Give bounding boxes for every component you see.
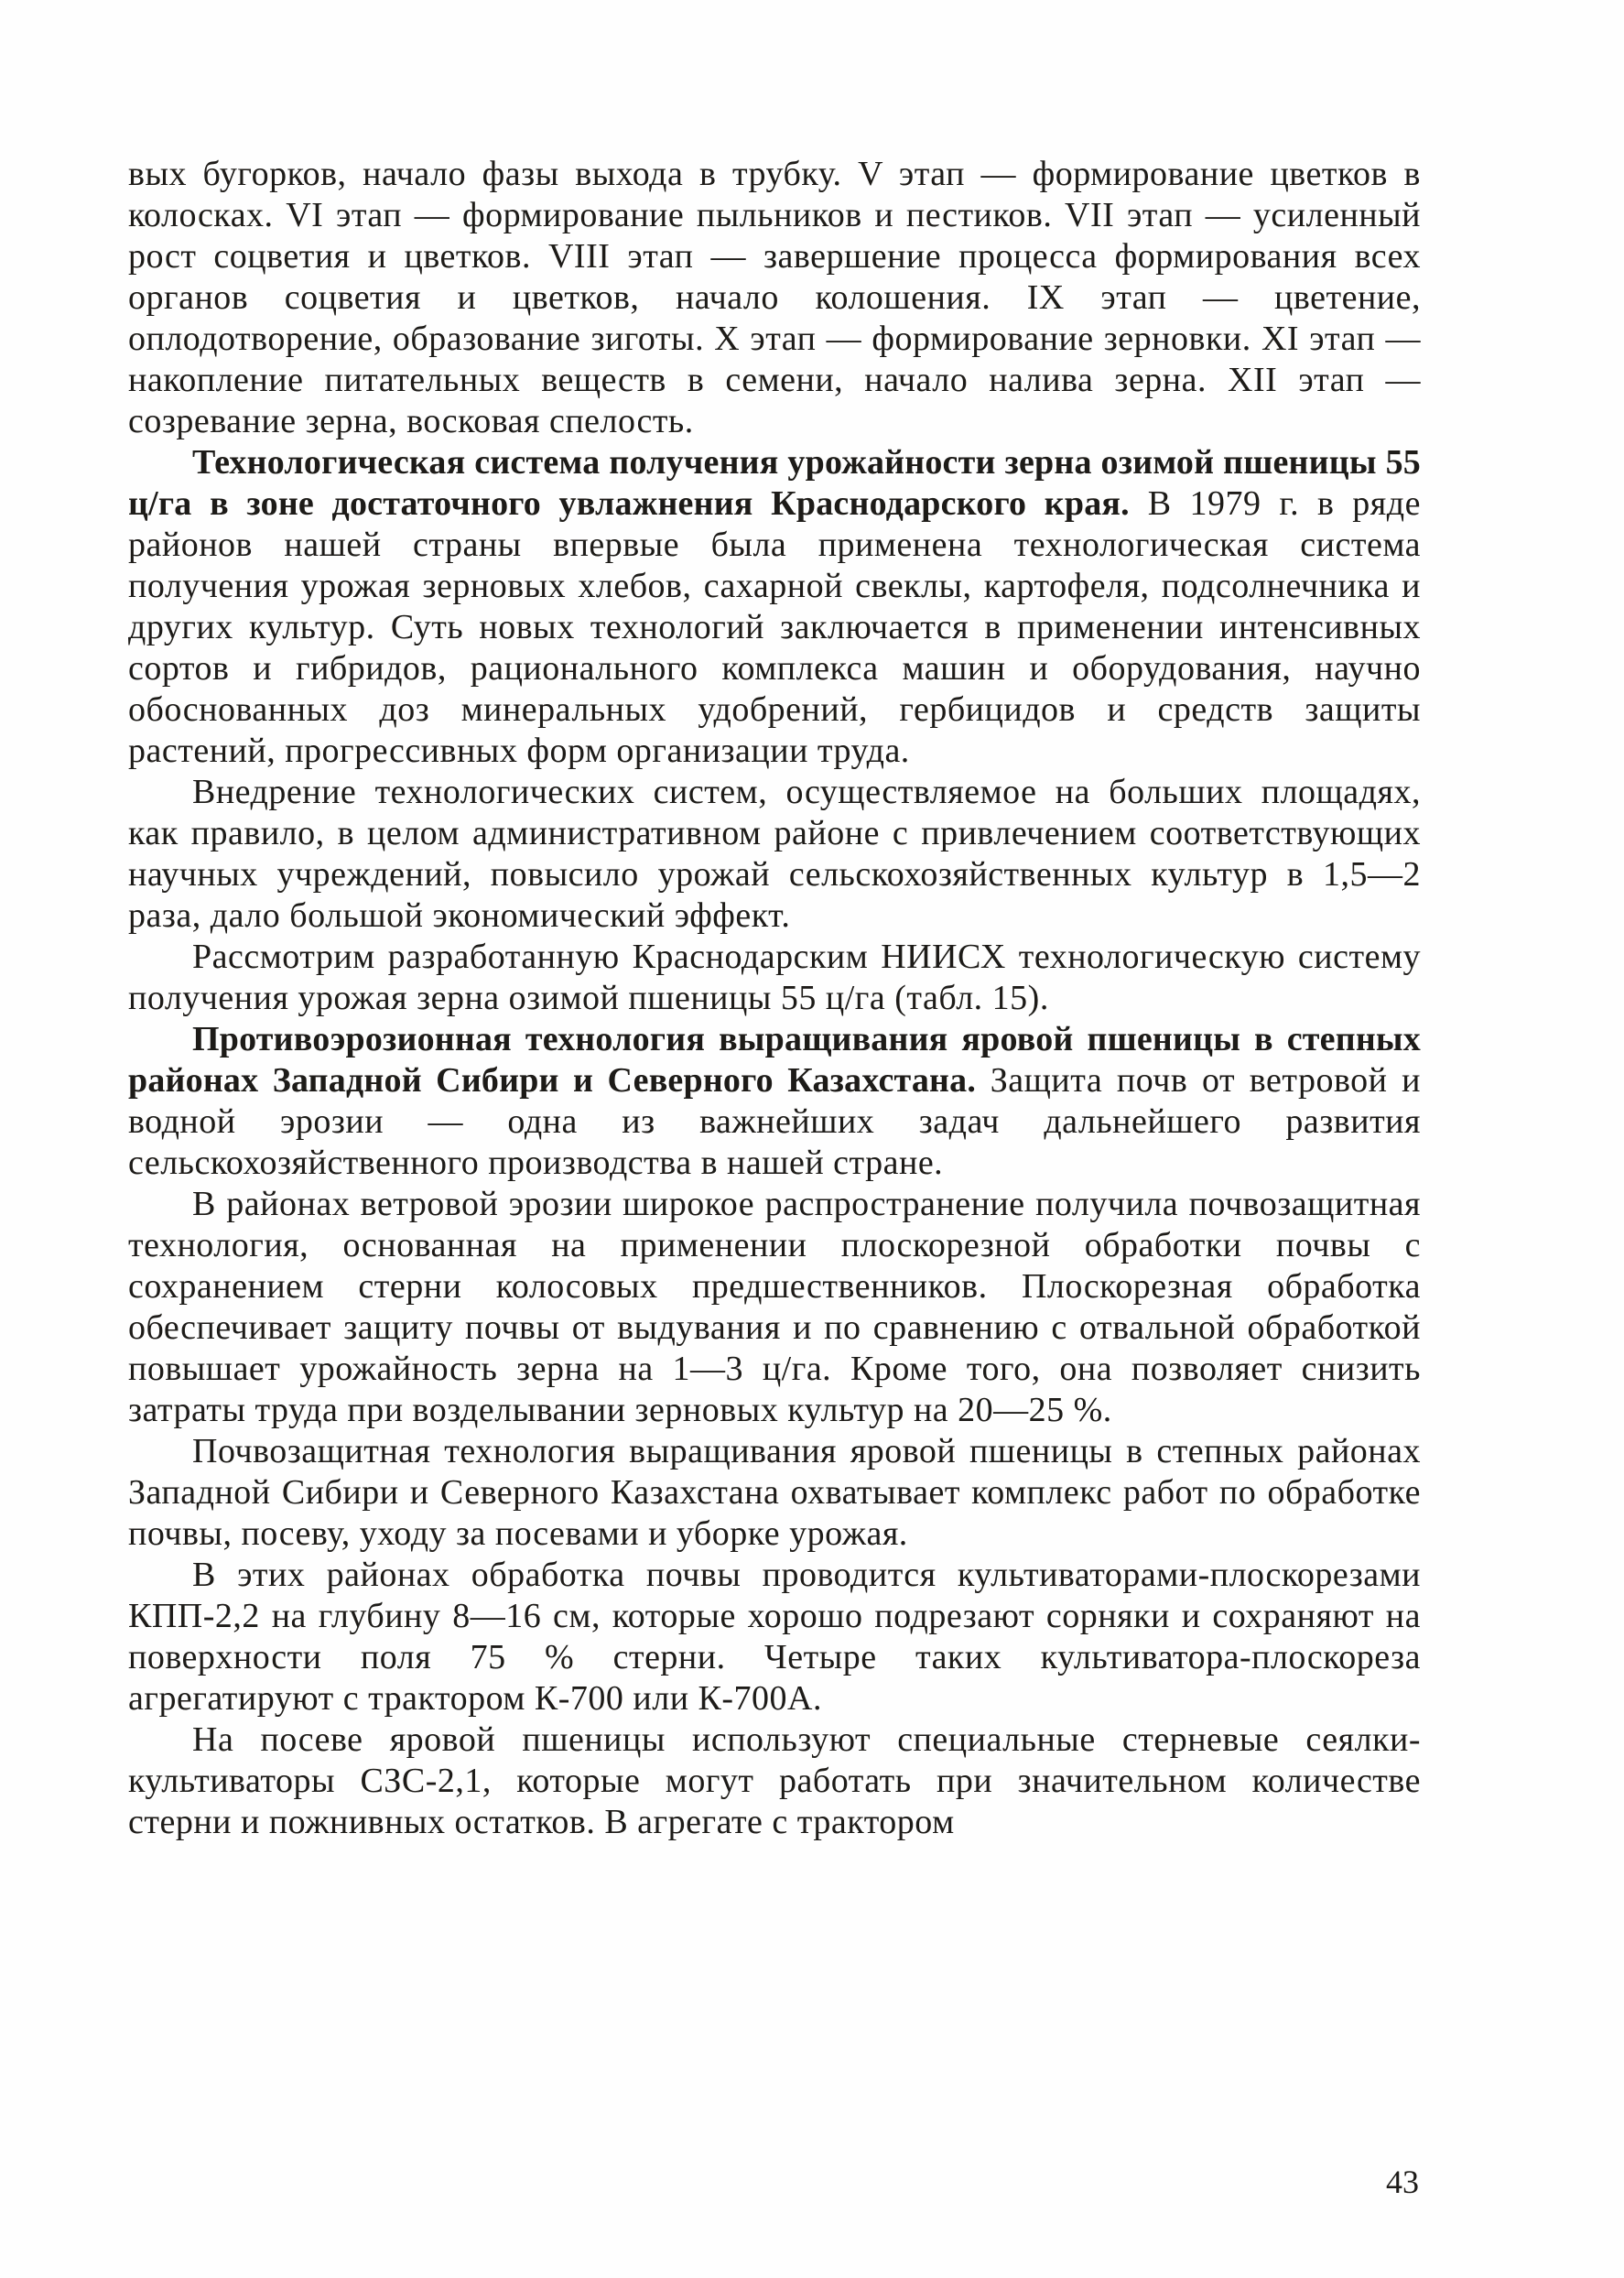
paragraph-6 bbox=[128, 1184, 1421, 1431]
paragraph-3-text: Внедрение технологических систем, осуществляемое на больших площадях, как правило, в целом административном районе с привлечением соответствующих научных учреждений, повысило урожай сельскохозяйственных культур в 1,5—2 раза, дало большой экономический эффект. bbox=[128, 773, 1421, 935]
paragraph-7 bbox=[128, 1431, 1421, 1555]
paragraph-4 bbox=[128, 937, 1421, 1019]
paragraph-4-text: Рассмотрим разработанную Краснодарским НИИСХ технологическую систему получения урожая зерна озимой пшеницы 55 ц/га (табл. 15). bbox=[128, 938, 1421, 1017]
paragraph-1 bbox=[128, 154, 1421, 442]
paragraph-2-lead: Технологическая система получения урожайности зерна озимой пшеницы 55 ц/га в зоне достаточного увлажнения Краснодарского края. bbox=[128, 443, 1421, 523]
paragraph-1-text: вых бугорков, начало фазы выхода в трубку. V этап — формирование цветков в колосках. VI этап — формирование пыльников и пестиков. VII этап — усиленный рост соцветия и цветков. VIII этап — завершение процесса формирования всех органов соцветия и цветков, начало колошения. IX этап — цветение, оплодотворение, образование зиготы. X этап — формирование зерновки. XI этап — накопление питательных веществ в семени, начало налива зерна. XII этап — созревание зерна, восковая спелость. bbox=[128, 155, 1421, 440]
paragraph-6-text: В районах ветровой эрозии широкое распространение получила почвозащитная технология, основанная на применении плоскорезной обработки почвы с сохранением стерни колосовых предшественников. Плоскорезная обработка обеспечивает защиту почвы от выдувания и по сравнению с отвальной обработкой повышает урожайность зерна на 1—3 ц/га. Кроме того, она позволяет снизить затраты труда при возделывании зерновых культур на 20—25 %. bbox=[128, 1185, 1421, 1429]
paragraph-9 bbox=[128, 1719, 1421, 1843]
paragraph-9-text: На посеве яровой пшеницы используют специальные стерневые сеялки-культиваторы СЗС-2,1, которые могут работать при значительном количестве стерни и пожнивных остатков. В агрегате с трактором bbox=[128, 1720, 1421, 1841]
paragraph-8-text: В этих районах обработка почвы проводится культиваторами-плоскорезами КПП-2,2 на глубину 8—16 см, которые хорошо подрезают сорняки и сохраняют на поверхности поля 75 % стерни. Четыре таких культиватора-плоскореза агрегатируют с трактором К-700 или К-700А. bbox=[128, 1556, 1421, 1718]
paragraph-3 bbox=[128, 772, 1421, 937]
paragraph-5-text: Защита почв от ветровой и водной эрозии — одна из важнейших задач дальнейшего развития сельскохозяйственного производства в нашей стране. bbox=[128, 1061, 1421, 1182]
paragraph-8 bbox=[128, 1555, 1421, 1719]
page-number: 43 bbox=[1386, 2164, 1419, 2200]
paragraph-2-text: В 1979 г. в ряде районов нашей страны впервые была применена технологическая система получения урожая зерновых хлебов, сахарной свеклы, картофеля, подсолнечника и других культур. Суть новых технологий заключается в применении интенсивных сортов и гибридов, рационального комплекса машин и оборудования, научно обоснованных доз минеральных удобрений, гербицидов и средств защиты растений, прогрессивных форм организации труда. bbox=[128, 484, 1421, 770]
paragraph-5 bbox=[128, 1019, 1421, 1184]
paragraph-7-text: Почвозащитная технология выращивания яровой пшеницы в степных районах Западной Сибири и Северного Казахстана охватывает комплекс работ по обработке почвы, посеву, уходу за посевами и уборке урожая. bbox=[128, 1432, 1421, 1553]
paragraph-5-lead: Противоэрозионная технология выращивания яровой пшеницы в степных районах Западной Сибири и Северного Казахстана. bbox=[128, 1020, 1421, 1100]
paragraph-2 bbox=[128, 442, 1421, 772]
page-text-block bbox=[128, 154, 1421, 1843]
